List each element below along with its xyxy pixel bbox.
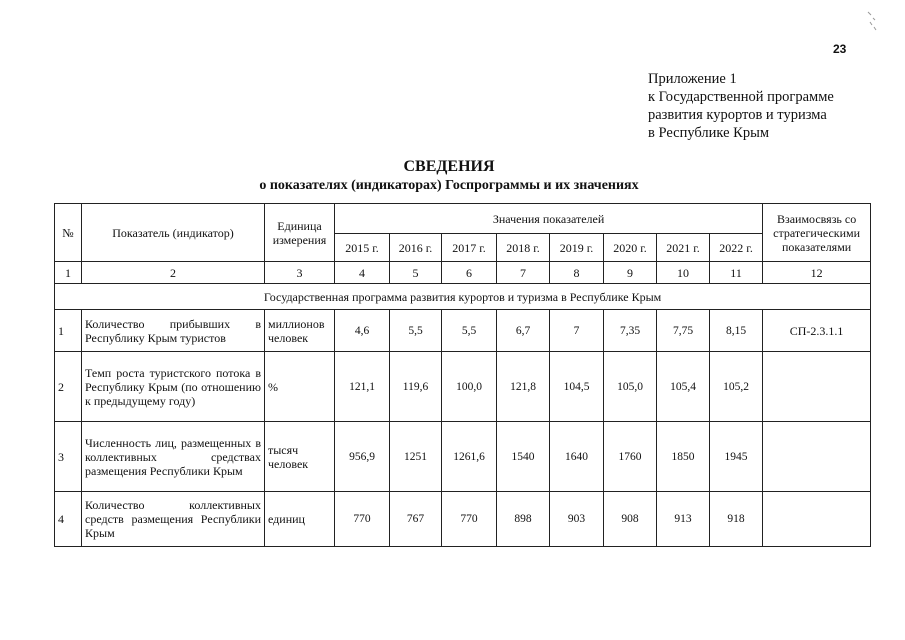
column-number: 9 — [604, 262, 657, 284]
header-year: 2018 г. — [497, 234, 550, 262]
appendix-line: к Государственной программе — [648, 89, 834, 105]
row-indicator: Количество коллективных средств размещения Республики Крым — [82, 492, 265, 547]
column-number: 12 — [763, 262, 871, 284]
indicators-table — [54, 203, 871, 547]
row-num: 4 — [55, 492, 82, 547]
column-number: 11 — [710, 262, 763, 284]
row-unit: единиц — [265, 492, 335, 547]
header-year: 2015 г. — [335, 234, 390, 262]
program-title: Государственная программа развития курортов и туризма в Республике Крым — [55, 284, 871, 310]
row-value: 7 — [550, 310, 604, 352]
row-unit: % — [265, 352, 335, 422]
row-value: 4,6 — [335, 310, 390, 352]
header-row — [55, 204, 871, 234]
header-year: 2021 г. — [657, 234, 710, 262]
header-year: 2020 г. — [604, 234, 657, 262]
row-value: 105,2 — [710, 352, 763, 422]
header-indicator: Показатель (индикатор) — [82, 204, 265, 262]
column-number: 5 — [390, 262, 442, 284]
header-values-group: Значения показателей — [335, 204, 763, 234]
header-num: № — [55, 204, 82, 262]
header-strategic-link: Взаимосвязь со стратегическими показателями — [763, 204, 871, 262]
row-indicator: Количество прибывших в Республику Крым туристов — [82, 310, 265, 352]
page-number: 23 — [833, 42, 847, 56]
row-value: 908 — [604, 492, 657, 547]
row-value: 7,35 — [604, 310, 657, 352]
row-value: 1540 — [497, 422, 550, 492]
column-number: 6 — [442, 262, 497, 284]
header-year: 2022 г. — [710, 234, 763, 262]
column-number: 3 — [265, 262, 335, 284]
row-value: 5,5 — [390, 310, 442, 352]
row-value: 1640 — [550, 422, 604, 492]
row-value: 1251 — [390, 422, 442, 492]
row-value: 121,1 — [335, 352, 390, 422]
row-strategic-link — [763, 422, 871, 492]
column-numbers-row — [55, 262, 871, 284]
document-title: СВЕДЕНИЯ — [403, 158, 495, 175]
row-value: 104,5 — [550, 352, 604, 422]
row-strategic-link — [763, 352, 871, 422]
row-value: 770 — [442, 492, 497, 547]
column-number: 1 — [55, 262, 82, 284]
row-value: 121,8 — [497, 352, 550, 422]
row-value: 100,0 — [442, 352, 497, 422]
row-value: 1945 — [710, 422, 763, 492]
row-value: 767 — [390, 492, 442, 547]
row-num: 1 — [55, 310, 82, 352]
header-year: 2016 г. — [390, 234, 442, 262]
header-year: 2019 г. — [550, 234, 604, 262]
row-value: 105,4 — [657, 352, 710, 422]
row-indicator: Численность лиц, размещенных в коллективных средствах размещения Республики Крым — [82, 422, 265, 492]
row-strategic-link: СП-2.3.1.1 — [763, 310, 871, 352]
row-strategic-link — [763, 492, 871, 547]
column-number: 7 — [497, 262, 550, 284]
column-number: 4 — [335, 262, 390, 284]
row-value: 1850 — [657, 422, 710, 492]
row-value: 8,15 — [710, 310, 763, 352]
row-value: 7,75 — [657, 310, 710, 352]
appendix-line: развития курортов и туризма — [648, 107, 827, 123]
table-row — [55, 492, 871, 547]
row-value: 1261,6 — [442, 422, 497, 492]
row-value: 6,7 — [497, 310, 550, 352]
row-value: 119,6 — [390, 352, 442, 422]
header-unit: Единица измерения — [265, 204, 335, 262]
row-value: 918 — [710, 492, 763, 547]
row-value: 898 — [497, 492, 550, 547]
row-value: 913 — [657, 492, 710, 547]
column-number: 8 — [550, 262, 604, 284]
row-value: 956,9 — [335, 422, 390, 492]
row-unit: миллионов человек — [265, 310, 335, 352]
row-num: 3 — [55, 422, 82, 492]
table-row — [55, 310, 871, 352]
appendix-line: Приложение 1 — [648, 71, 737, 87]
table-row — [55, 352, 871, 422]
row-value: 105,0 — [604, 352, 657, 422]
column-number: 10 — [657, 262, 710, 284]
row-value: 1760 — [604, 422, 657, 492]
column-number: 2 — [82, 262, 265, 284]
row-indicator: Темп роста туристского потока в Республику Крым (по отношению к предыдущему году) — [82, 352, 265, 422]
row-value: 903 — [550, 492, 604, 547]
program-row — [55, 284, 871, 310]
row-value: 770 — [335, 492, 390, 547]
document-subtitle: о показателях (индикаторах) Госпрограммы и их значениях — [259, 178, 639, 193]
row-unit: тысяч человек — [265, 422, 335, 492]
row-num: 2 — [55, 352, 82, 422]
appendix-note — [648, 70, 888, 142]
table-row — [55, 422, 871, 492]
appendix-line: в Республике Крым — [648, 125, 769, 141]
row-value: 5,5 — [442, 310, 497, 352]
pen-mark-icon — [862, 8, 882, 36]
header-year: 2017 г. — [442, 234, 497, 262]
